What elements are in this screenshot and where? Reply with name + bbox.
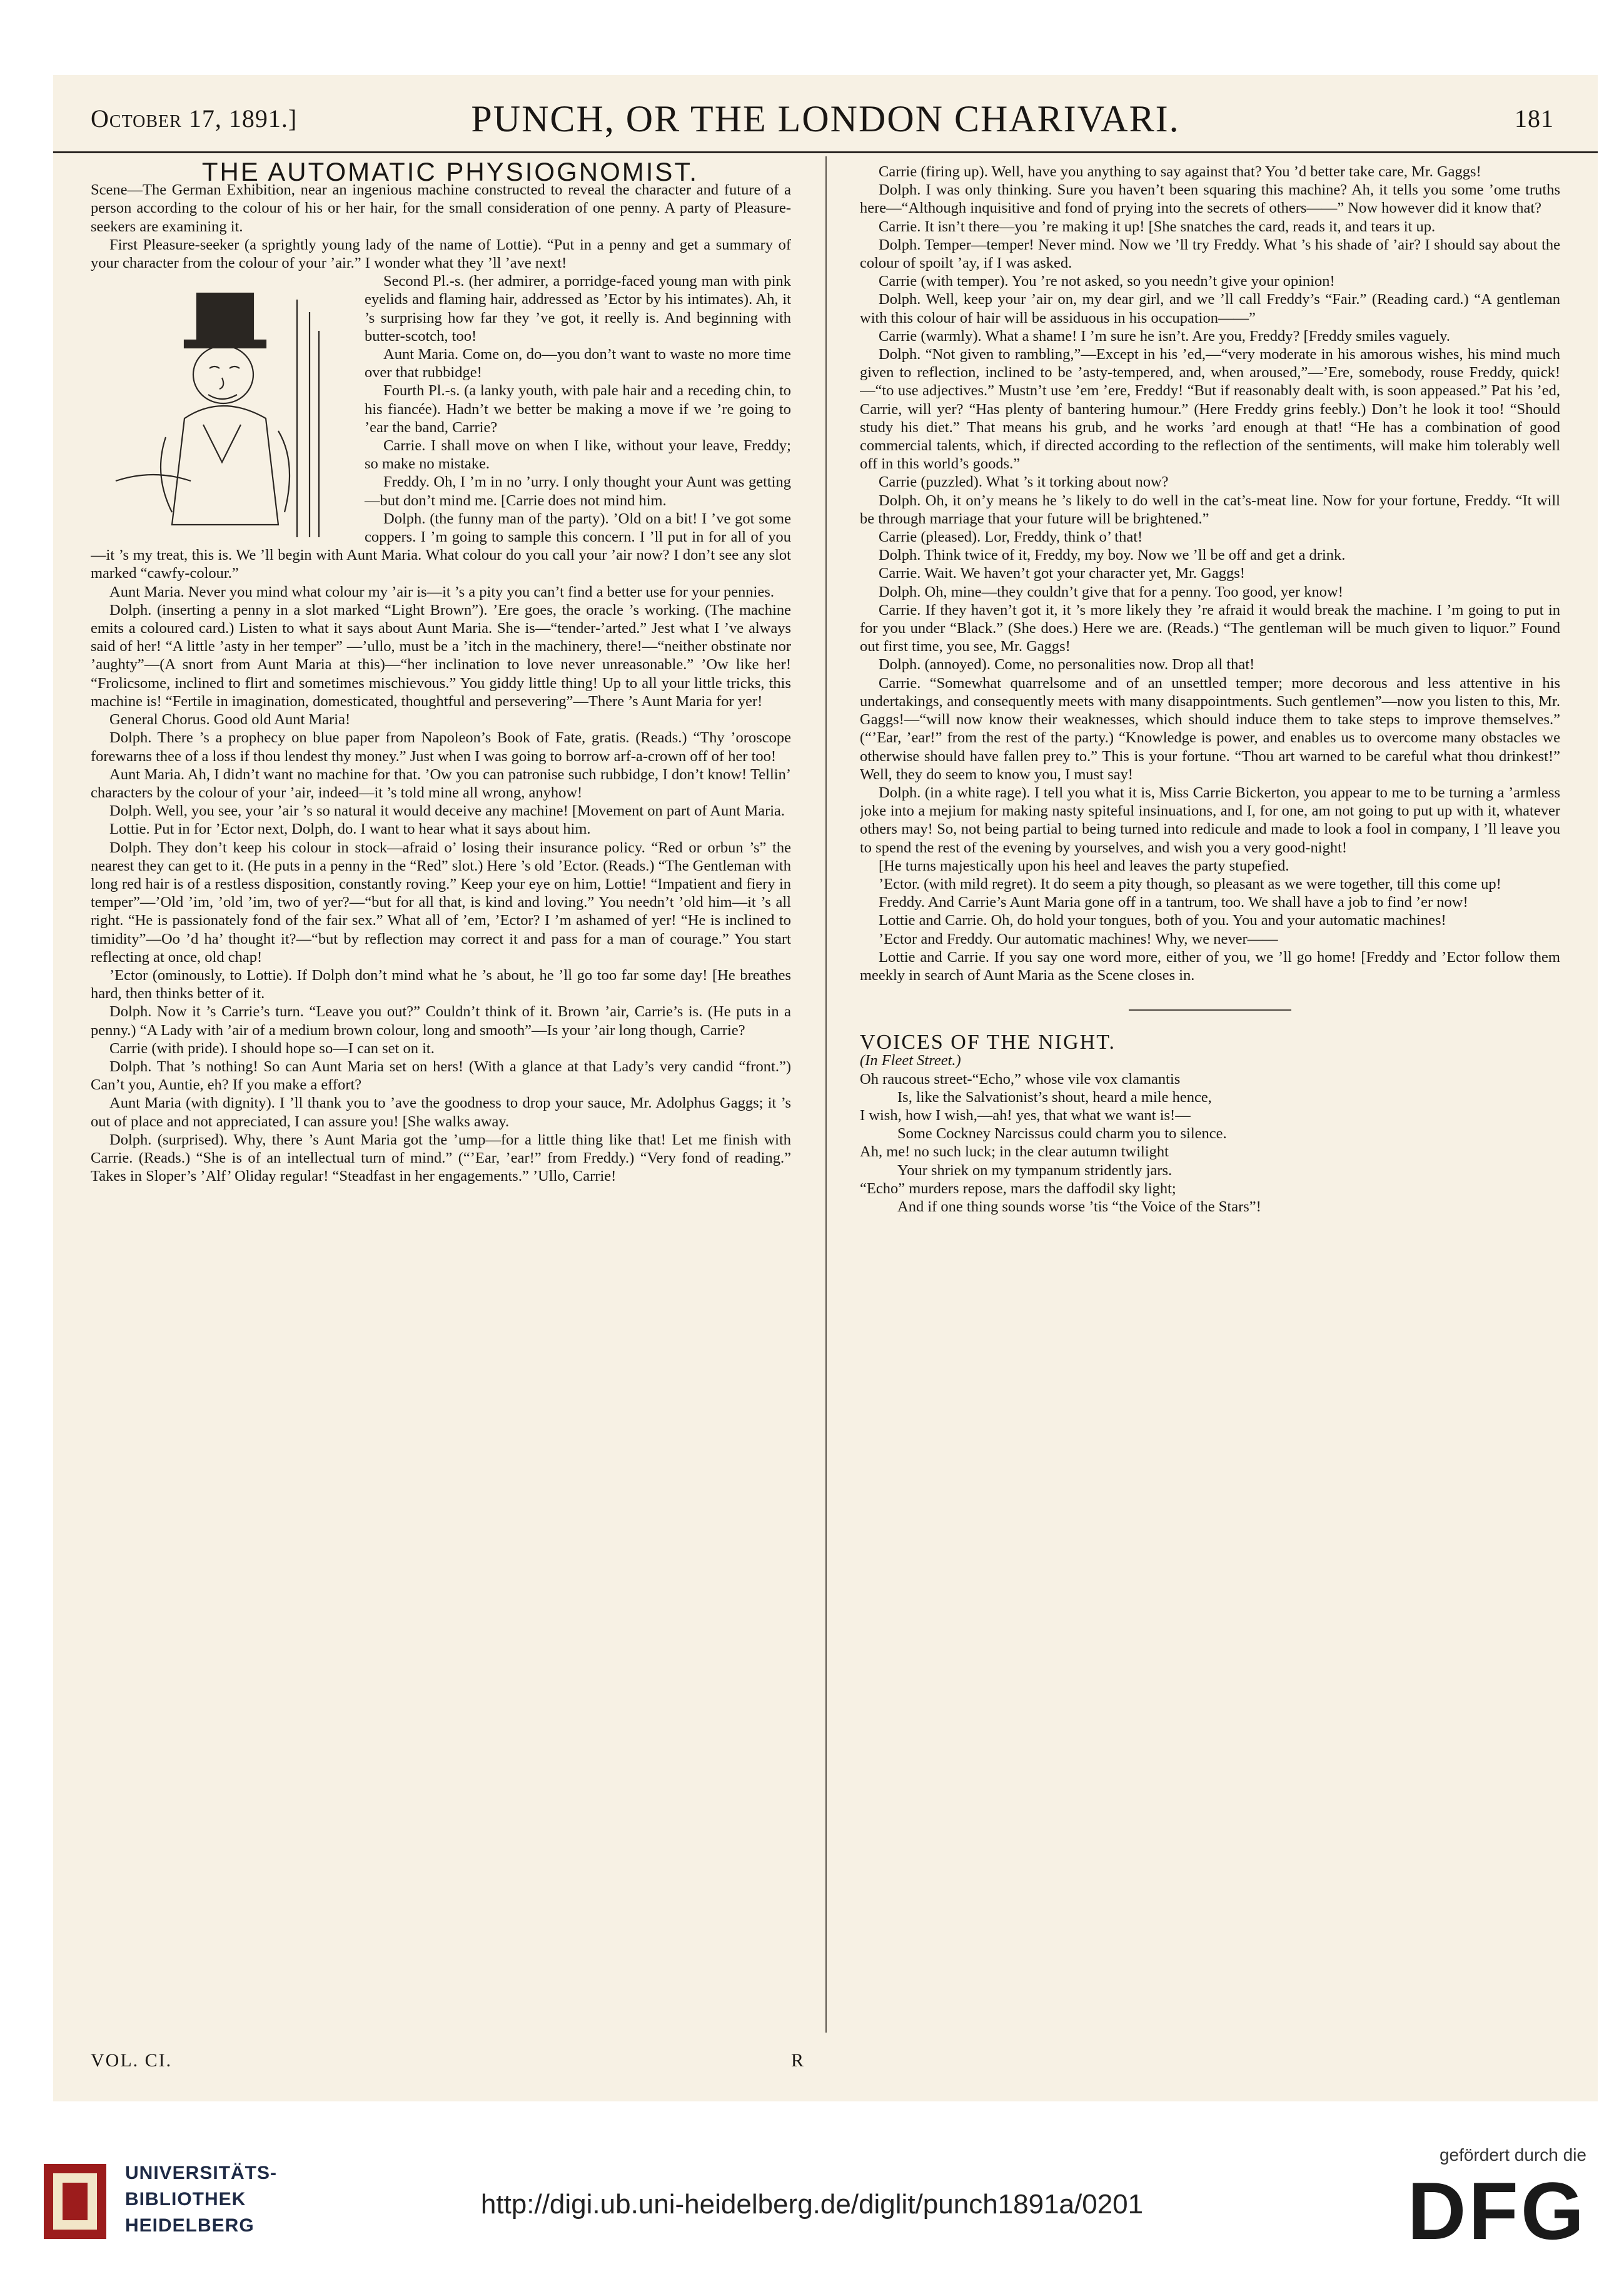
archive-url[interactable]: http://digi.ub.uni-heidelberg.de/diglit/punch1891a/0201 [480, 2189, 1144, 2220]
masthead [53, 93, 1598, 149]
article-paragraph: [He turns majestically upon his heel and leaves the party stupefied. [879, 857, 1289, 874]
article-paragraph: Dolph. (the funny man of the party). ’Old on a bit! I ’ve got some coppers. I ’m going to sample this concern. I ’ll put in for all of you—it ’s my treat, this is. We ’ll begin with Aunt Maria. What colour do you call your ’air now? I don’t see any slot marked “cawfy-colour.” [91, 510, 791, 582]
header-rule [53, 151, 1598, 153]
article-paragraph: Dolph. That ’s nothing! So can Aunt Maria set on hers! (With a glance at that Lady’s very candid “front.”) Can’t you, Auntie, eh? If you make a effort? [91, 1058, 791, 1094]
gentleman-top-hat-illustration [91, 275, 353, 537]
volume-label: VOL. CI. [91, 2050, 173, 2071]
article-paragraph: Carrie. I shall move on when I like, without your leave, Freddy; so make no mistake. [365, 437, 791, 473]
poem-title: VOICES OF THE NIGHT. [860, 1031, 1116, 1054]
institution-line: UNIVERSITÄTS- [125, 2163, 278, 2183]
archive-bar [0, 2101, 1624, 2289]
article-paragraph: Carrie (with temper). You ’re not asked, so you needn’t give your opinion! [879, 273, 1335, 290]
article-paragraph: Aunt Maria. Never you mind what colour my ’air is—it ’s a pity you can’t find a better use for your pennies. [109, 583, 774, 600]
poem-line: “Echo” murders repose, mars the daffodil sky light; [860, 1180, 1176, 1197]
poem-line: Oh raucous street-“Echo,” whose vile vox clamantis [860, 1070, 1181, 1088]
poem-line: And if one thing sounds worse ’tis “the Voice of the Stars”! [897, 1198, 1261, 1215]
poem-line: Some Cockney Narcissus could charm you to silence. [897, 1125, 1227, 1143]
poem-line: Your shriek on my tympanum stridently jars. [897, 1161, 1173, 1179]
article-paragraph: Freddy. And Carrie’s Aunt Maria gone off in a tantrum, too. We shall have a job to find ’er now! [879, 894, 1468, 911]
article-paragraph: Dolph. I was only thinking. Sure you haven’t been squaring this machine? Ah, it tells you some ’ome truths here—“Although inquisitive and fond of prying into the secrets of others——” Now however did it know that? [860, 181, 1560, 217]
article-paragraph: Dolph. Oh, mine—they couldn’t give that for a penny. Too good, yer know! [879, 583, 1343, 600]
page-number: 181 [1515, 104, 1554, 133]
signature-mark: R [791, 2050, 804, 2071]
article-paragraph: Dolph. (in a white rage). I tell you what it is, Miss Carrie Bickerton, you appear to me to be turning a ’armless joke into a mejium for making nasty spiteful insinuations, and I, for one, am not going to put up with it, whatever others may! So, not being partial to being turned into redicule and made to look a fool in company, I ’ll leave you to spend the rest of the evening by yourselves, and wish you a very good-night! [860, 784, 1560, 856]
sponsor-logo[interactable] [1386, 2145, 1586, 2270]
article-paragraph: Lottie and Carrie. Oh, do hold your tongues, both of you. You and your automatic machines! [879, 912, 1446, 929]
article-paragraph: Dolph. Well, you see, your ’air ’s so natural it would deceive any machine! [Movement on part of Aunt Maria. [109, 802, 785, 820]
sponsor-label: gefördert durch die [1439, 2145, 1586, 2165]
article-paragraph: Carrie. It isn’t there—you ’re making it up! [She snatches the card, reads it, and tears it up. [879, 218, 1436, 235]
poem-line: I wish, how I wish,—ah! yes, that what we want is!— [860, 1106, 1191, 1124]
section-divider [1129, 1009, 1291, 1011]
article-paragraph: Lottie and Carrie. If you say one word more, either of you, we ’ll go home! [Freddy and ’Ector follow them meekly in search of Aunt Maria as the Scene closes in. [860, 948, 1560, 984]
issue-date: October 17, 1891.] [91, 104, 298, 133]
article-paragraph: Dolph. Think twice of it, Freddy, my boy. Now we ’ll be off and get a drink. [879, 547, 1346, 564]
article-paragraph: Carrie (firing up). Well, have you anything to say against that? You ’d better take care, Mr. Gaggs! [879, 163, 1481, 180]
left-column [91, 163, 791, 2033]
institution-line: HEIDELBERG [125, 2215, 255, 2236]
article-paragraph: Dolph. Oh, it on’y means he ’s likely to do well in the cat’s-meat line. Now for your fortune, Freddy. “It will be through marriage that your future will be brightened.” [860, 492, 1560, 527]
column-rule [825, 156, 827, 2033]
scanned-page [53, 75, 1598, 2101]
sponsor-name: DFG [1407, 2165, 1586, 2256]
publication-title: PUNCH, OR THE LONDON CHARIVARI. [471, 98, 1180, 139]
right-column [860, 163, 1560, 2033]
article-paragraph: Dolph. Now it ’s Carrie’s turn. “Leave you out?” Couldn’t think of it. Brown ’air, Carrie’s is. (He puts in a penny.) “A Lady with ’air of a medium brown colour, long and smooth”—Is your ’air long though, Carrie? [91, 1003, 791, 1039]
institution-line: BIBLIOTHEK [125, 2189, 246, 2210]
article-paragraph: Carrie. If they haven’t got it, it ’s more likely they ’re afraid it would break the machine. I ’m going to put in for you under “Black.” (She does.) Here we are. (Reads.) “The gentleman will be much given to liquor.” Found out first time, you see, Mr. Gaggs! [860, 601, 1560, 655]
article-paragraph: ’Ector (ominously, to Lottie). If Dolph don’t mind what he ’s about, he ’ll go too far some day! [He breathes hard, then thinks better of it. [91, 966, 791, 1003]
article-paragraph: Dolph. (annoyed). Come, no personalities now. Drop all that! [879, 656, 1255, 674]
article-paragraph: Fourth Pl.-s. (a lanky youth, with pale hair and a receding chin, to his fiancée). Hadn’t we better be making a move if we ’re going to ’ear the band, Carrie? [365, 382, 791, 436]
article-paragraph: Aunt Maria. Ah, I didn’t want no machine for that. ’Ow you can patronise such rubbidge, I don’t know! Tellin’ characters by the colour of your ’air, indeed—it ’s told mine all wrong, anyhow! [91, 766, 791, 801]
article-paragraph: Aunt Maria. Come on, do—you don’t want to waste no more time over that rubbidge! [365, 346, 791, 382]
article-paragraph: Carrie. Wait. We haven’t got your character yet, Mr. Gaggs! [879, 565, 1245, 582]
article-paragraph: Dolph. There ’s a prophecy on blue paper from Napoleon’s Book of Fate, gratis. (Reads.) “Thy ’oroscope forewarns thee of a loss if thou lendest thy money.” Just when I was going to borrow arf-a-crown off of her too! [91, 729, 791, 765]
article-paragraph: Scene—The German Exhibition, near an ingenious machine constructed to reveal the character and future of a person according to the colour of his or her hair, for the small consideration of one penny. A party of Pleasure-seekers are examining it. [91, 181, 791, 235]
article-paragraph: Dolph. They don’t keep his colour in stock—afraid o’ losing their insurance policy. “Red or orbun ’s” the nearest they can get to it. (He puts in a penny in the “Red” slot.) Here ’s old ’Ector. (Reads.) “The Gentleman with long red hair is of a restless disposition, constantly roving.” Keep your eye on him, Lottie! “Impatient and fiery in temper”—’Old ’im, ’old ’im, two of yer?—“but for all that, is kind and loving.” You needn’t ’old him—it ’s all right. “He is passionately fond of the fair sex.” What all of ’em, ’Ector? I ’m ashamed of yer! “He is inclined to timidity”—Oo ’d ha’ thought it?—“but by reflection may correct it and pass for a man of courage.” You start reflecting at once, old chap! [91, 839, 791, 966]
article-paragraph: Carrie (puzzled). What ’s it torking about now? [879, 473, 1169, 491]
article-paragraph: Freddy. Oh, I ’m in no ’urry. I only thought your Aunt was getting—but don’t mind me. [Carrie does not mind him. [365, 473, 791, 509]
article-paragraph: Carrie. “Somewhat quarrelsome and of an unsettled temper; more decorous and less attentive in his undertakings, and consequently meets with many disappointments. Such gentlemen”—now you listen to this, Mr. Gaggs!—“will now know their weaknesses, which should induce them to take steps to improve themselves.” (“’Ear, ’ear!” from the rest of the party.) “Knowledge is power, and enables us to overcome many obstacles we otherwise should have fallen prey to.” This is your fortune. “Thou art warned to be careful what thou drinkest!” Well, they do seem to know you, I must say! [860, 674, 1560, 783]
article-paragraph: Dolph. (surprised). Why, there ’s Aunt Maria got the ’ump—for a little thing like that! Let me finish with Carrie. (Reads.) “She is of an intellectual turn of mind.” (“’Ear, ’ear!” from Freddy.) “Very fond of reading.” Takes in Sloper’s ’Alf’ Oliday regular! “Steadfast in her engagements.” ’Ullo, Carrie! [91, 1131, 791, 1185]
article-paragraph: First Pleasure-seeker (a sprightly young lady of the name of Lottie). “Put in a penny and get a summary of your character from the colour of your ’air.” I wonder what they ’ll ’ave next! [91, 236, 791, 272]
article-paragraph: Lottie. Put in for ’Ector next, Dolph, do. I want to hear what it says about him. [109, 821, 591, 838]
article-paragraph: ’Ector and Freddy. Our automatic machines! Why, we never—— [879, 930, 1278, 947]
article-paragraph: Dolph. Well, keep your ’air on, my dear girl, and we ’ll call Freddy’s “Fair.” (Reading card.) “A gentleman with this colour of hair will be assiduous in his occupation——” [860, 291, 1560, 326]
poem-subtitle: (In Fleet Street.) [860, 1052, 961, 1069]
article-paragraph: Dolph. “Not given to rambling,”—Except in his ’ed,—“very moderate in his amorous wishes, his mind much given to reflection, inclined to be ’asty-tempered, and, when aroused,”—’Ere, somebody, rouse Freddy, quick!—“to use adjectives.” Mustn’t use ’em ’ere, Freddy! “But if reasonably dealt with, is soon appeased.” Pat his ’ed, Carrie, will yer? “Has plenty of bantering humour.” (Here Freddy grins feebly.) Don’t he look it too! “Should study his diet.” That means his grub, and he works ’ard enough at that! “He has a combination of good commercial talents, which, if directed according to the reflection of the sentiments, will make him tolerably well off in this world’s goods.” [860, 346, 1560, 473]
article-paragraph: Second Pl.-s. (her admirer, a porridge-faced young man with pink eyelids and flaming hair, addressed as ’Ector by his intimates). Ah, it ’s surprising how far they ’ve got, it reelly is. And beginning with butter-scotch, too! [365, 273, 791, 345]
article-title: THE AUTOMATIC PHYSIOGNOMIST. [201, 163, 699, 186]
article-paragraph: Aunt Maria (with dignity). I ’ll thank you to ’ave the goodness to drop your sauce, Mr. Adolphus Gaggs; it ’s out of place and not appreciated, I can assure you! [She walks away. [91, 1094, 791, 1130]
poem [860, 1033, 1560, 1216]
poem-line: Ah, me! no such luck; in the clear autumn twilight [860, 1143, 1169, 1161]
article-paragraph: Dolph. (inserting a penny in a slot marked “Light Brown”). ’Ere goes, the oracle ’s working. (The machine emits a coloured card.) Listen to what it says about Aunt Maria. She is—“tender-’arted.” Jest what I ’ve always said of her! “A little ’asty in her temper” —’ullo, must be a ’itch in the machinery, there!—“neither obstinate nor ’aughty”—(A snort from Aunt Maria at this)—“her inclination to love never unreasonable.” ’Ow like her! “Frolicsome, inclined to flirt and sometimes mischievous.” You giddy little thing! Up to all your little tricks, this machine is! “Fertile in imagination, domesticated, thoughtful and persevering”—There ’s Aunt Maria for yer! [91, 601, 791, 710]
article-paragraph: Carrie (warmly). What a shame! I ’m sure he isn’t. Are you, Freddy? [Freddy smiles vaguely. [879, 327, 1450, 345]
page-footer [53, 2045, 1598, 2083]
article-paragraph: Carrie (with pride). I should hope so—I can set on it. [109, 1039, 435, 1057]
article-paragraph: Dolph. Temper—temper! Never mind. Now we ’ll try Freddy. What ’s his shade of ’air? I should say about the colour of spoilt ’ay, if I was asked. [860, 236, 1560, 272]
article-paragraph: Carrie (pleased). Lor, Freddy, think o’ that! [879, 528, 1143, 546]
poem-line: Is, like the Salvationist’s shout, heard a mile hence, [897, 1088, 1212, 1106]
article-paragraph: ’Ector. (with mild regret). It do seem a pity though, so pleasant as we were together, till this come up! [879, 875, 1501, 892]
article-paragraph: General Chorus. Good old Aunt Maria! [109, 711, 351, 729]
